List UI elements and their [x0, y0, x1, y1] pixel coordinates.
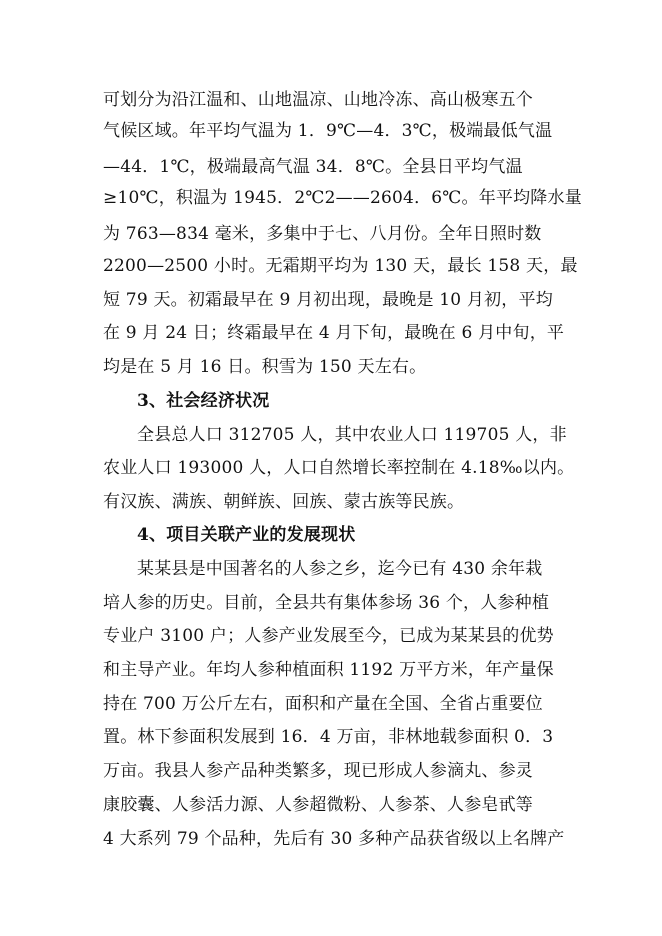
text-line-15: 某某县是中国著名的人参之乡，迄今已有 430 余年栽 [137, 559, 543, 579]
section-heading-4: 4、项目关联产业的发展现状 [137, 525, 356, 545]
text-line-7: 短 79 天。初霜最早在 9 月初出现，最晚是 10 月初，平均 [103, 290, 553, 310]
text-line-17: 专业户 3100 户；人参产业发展至今，已成为某某县的优势 [103, 626, 554, 646]
text-line-6: 2200—2500 小时。无霜期平均为 130 天，最长 158 天，最 [103, 256, 578, 276]
text-line-16: 培人参的历史。目前，全县共有集体参场 36 个，人参种植 [103, 593, 550, 613]
section-heading-3: 3、社会经济状况 [137, 391, 270, 411]
text-line-22: 康胶囊、人参活力源、人参超微粉、人参茶、人参皂甙等 [103, 795, 533, 815]
text-line-4: ≥10℃，积温为 1945．2℃2——2604．6℃。年平均降水量 [103, 188, 582, 208]
text-line-9: 均是在 5 月 16 日。积雪为 150 天左右。 [103, 357, 427, 377]
text-line-21: 万亩。我县人参产品种类繁多，现已形成人参滴丸、参灵 [103, 761, 533, 781]
text-line-20: 置。林下参面积发展到 16．4 万亩，非林地载参面积 0．3 [103, 727, 554, 747]
text-line-19: 持在 700 万公斤左右，面积和产量在全国、全省占重要位 [103, 694, 543, 714]
text-line-1: 可划分为沿江温和、山地温凉、山地冷冻、高山极寒五个 [103, 90, 533, 110]
text-line-23: 4 大系列 79 个品种，先后有 30 多种产品获省级以上名牌产 [103, 829, 565, 849]
text-line-18: 和主导产业。年均人参种植面积 1192 万平方米，年产量保 [103, 660, 554, 680]
text-line-2: 气候区域。年平均气温为 1．9℃—4．3℃，极端最低气温 [103, 121, 553, 141]
text-line-3: —44．1℃，极端最高气温 34．8℃。全县日平均气温 [103, 157, 523, 177]
text-line-12: 农业人口 193000 人，人口自然增长率控制在 4.18‰以内。 [103, 458, 575, 478]
text-line-8: 在 9 月 24 日；终霜最早在 4 月下旬，最晚在 6 月中旬，平 [103, 323, 565, 343]
text-line-11: 全县总人口 312705 人，其中农业人口 119705 人，非 [137, 425, 567, 445]
text-line-13: 有汉族、满族、朝鲜族、回族、蒙古族等民族。 [103, 492, 465, 512]
text-line-5: 为 763—834 毫米，多集中于七、八月份。全年日照时数 [103, 224, 542, 244]
